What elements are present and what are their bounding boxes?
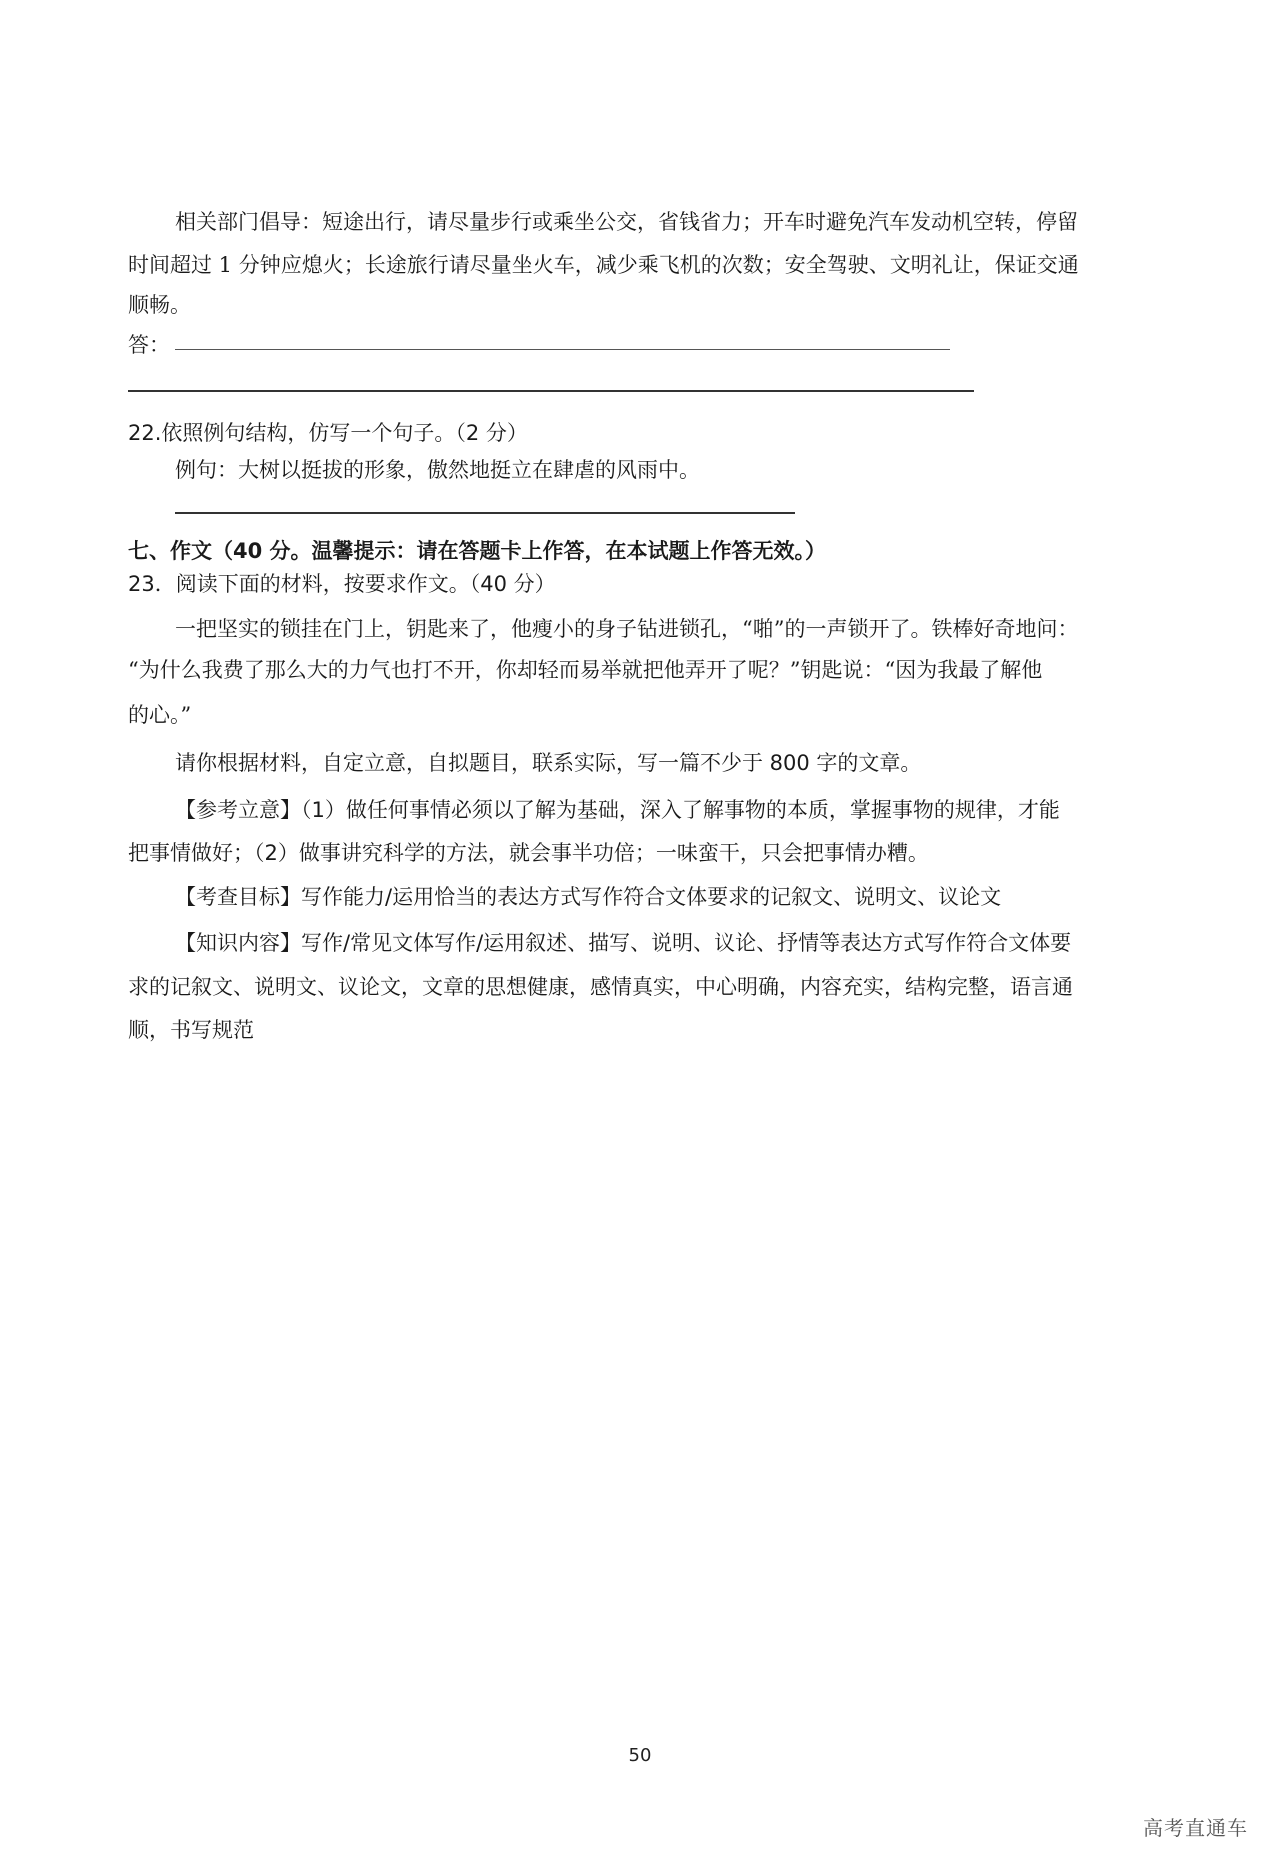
advice-line-3: 顺畅。 (128, 293, 191, 317)
advice-line-1: 相关部门倡导：短途出行，请尽量步行或乘坐公交，省钱省力；开车时避免汽车发动机空转，停留 (175, 210, 1078, 234)
answer-underline-2[interactable] (128, 390, 974, 392)
q23-material-line-1: 一把坚实的锁挂在门上，钥匙来了，他瘦小的身子钻进锁孔，“啪”的一声锁开了。铁棒好奇地问： (175, 617, 1079, 641)
q23-material-line-3: 的心。” (128, 703, 192, 727)
page-number: 50 (628, 1745, 652, 1766)
q22-example: 例句：大树以挺拔的形象，傲然地挺立在肆虐的风雨中。 (175, 458, 700, 482)
q23-reference-line-2: 把事情做好；（2）做事讲究科学的方法，就会事半功倍；一味蛮干，只会把事情办糟。 (128, 841, 929, 865)
q23-knowledge-line-2: 求的记叙文、说明文、议论文，文章的思想健康，感情真实，中心明确，内容充实，结构完整，语言通 (128, 975, 1073, 999)
q22-answer-line[interactable] (175, 512, 795, 514)
section7-heading: 七、作文（40 分。温馨提示：请在答题卡上作答，在本试题上作答无效。） (128, 539, 827, 563)
q22-title: 22.依照例句结构，仿写一个句子。（2 分） (128, 421, 528, 445)
q23-material-line-2: “为什么我费了那么大的力气也打不开，你却轻而易举就把他弄开了呢？”钥匙说：“因为我最了解他 (128, 658, 1043, 682)
q23-knowledge-line-3: 顺，书写规范 (128, 1018, 254, 1042)
q23-knowledge-line-1: 【知识内容】写作/常见文体写作/运用叙述、描写、说明、议论、抒情等表达方式写作符合文体要 (175, 931, 1072, 955)
watermark-text: 高考直通车 (1143, 1816, 1248, 1840)
answer-label: 答： (128, 333, 170, 357)
q23-title: 23．阅读下面的材料，按要求作文。（40 分） (128, 572, 556, 596)
advice-line-2: 时间超过 1 分钟应熄火；长途旅行请尽量坐火车，减少乘飞机的次数；安全驾驶、文明礼让，保证交通 (128, 253, 1079, 277)
answer-underline-1[interactable] (175, 349, 950, 350)
q23-target: 【考查目标】写作能力/运用恰当的表达方式写作符合文体要求的记叙文、说明文、议论文 (175, 885, 1002, 909)
q23-instruction: 请你根据材料，自定立意，自拟题目，联系实际，写一篇不少于 800 字的文章。 (175, 751, 922, 775)
q23-reference-line-1: 【参考立意】（1）做任何事情必须以了解为基础，深入了解事物的本质，掌握事物的规律，才能 (175, 798, 1060, 822)
